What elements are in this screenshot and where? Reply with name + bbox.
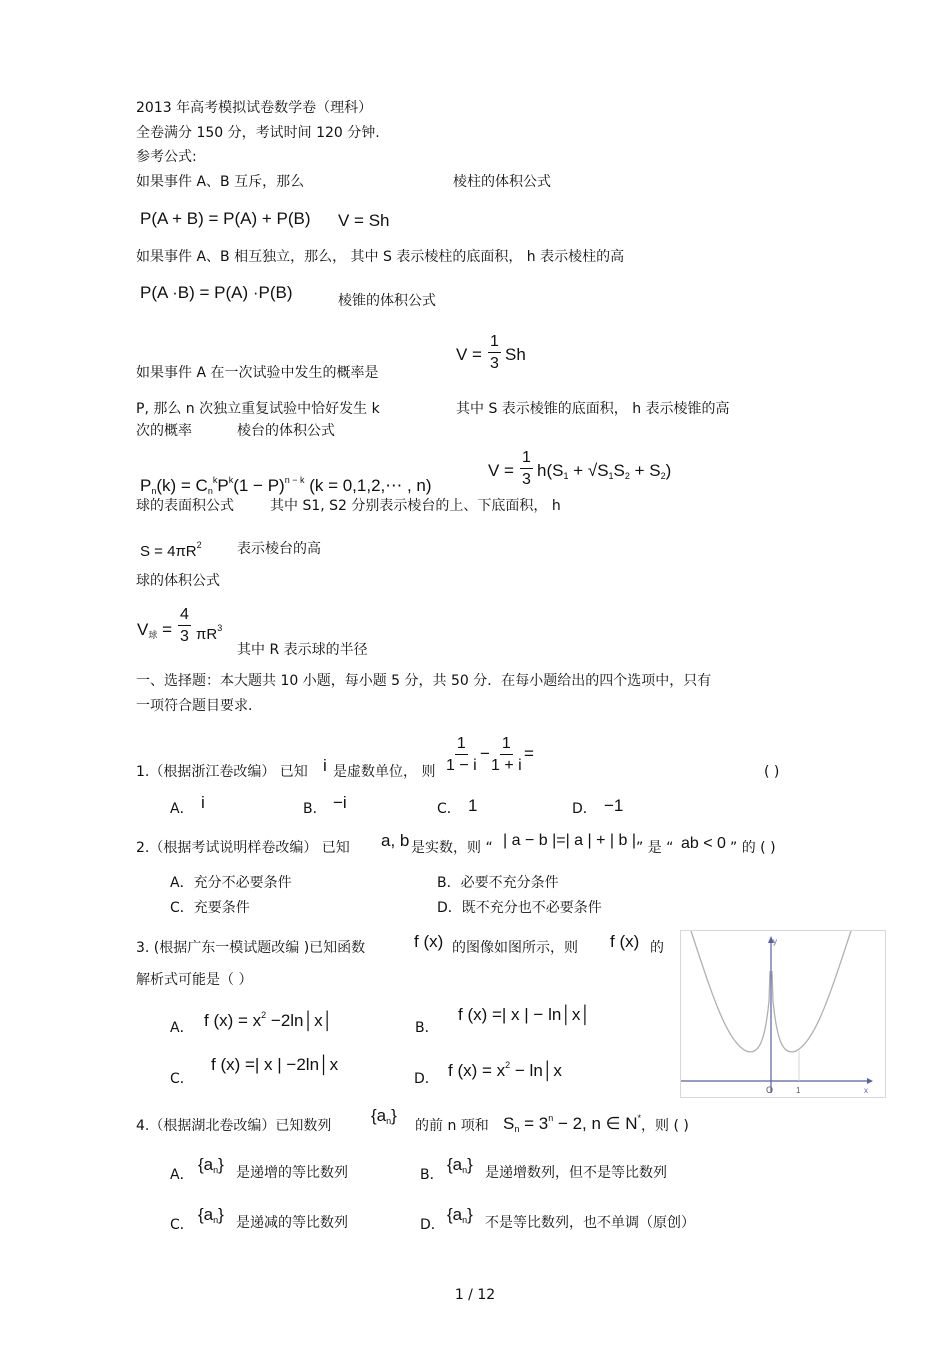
q1-option-c: C． [437,801,461,817]
q3-stem-4: 解析式可能是（ ） [136,972,253,988]
q3-option-b-formula: f (x) =| x | − ln│x│ [458,1005,592,1024]
q4-option-c: C． [170,1217,194,1233]
q4-option-a: A． [170,1167,194,1183]
q1-option-a: A． [170,801,194,817]
formula-text-frustum: 棱台的体积公式 [237,423,335,439]
formula-frustum-v: V = [488,461,514,480]
q1-option-d: D． [572,801,597,817]
tick-label-1: 1 [796,1086,801,1095]
formula-text-independent: 如果事件 A、B 相互独立，那么， 其中 S 表示棱柱的底面积， h 表示棱柱的高 [136,249,625,265]
q1-stem-2: 是虚数单位， 则 [333,764,436,780]
q4-option-b: B． [420,1167,444,1183]
y-label: y [773,937,777,946]
formula-text-prob-times: 次的概率 [136,423,192,439]
formula-sphere-area: $S = 4\pi R^2$ [140,540,202,560]
q4-option-a-text: 是递增的等比数列 [236,1165,348,1181]
formula-text-exclusive: 如果事件 A、B 互斥，那么 [136,174,305,190]
formula-pyramid-fraction: $\frac{1}{3}$ [490,333,499,372]
q4-option-c-an: $\{a_n\}$ [198,1205,224,1225]
q1-i: i [323,756,327,775]
formula-sphere-pir: $\pi R^3$ [196,623,223,643]
q2-mid: ” 是 “ [636,840,674,856]
q4-sn-formula: $S_n = 3^n - 2$, n ∈ N* [503,1113,641,1134]
formula-sphere-v: $V_球$ = [137,620,173,640]
formula-text-radius: 其中 R 表示球的半径 [237,642,368,658]
formula-multiplication: P(A ·B) = P(A) ·P(B) [140,283,293,302]
q4-option-b-text: 是递增数列，但不是等比数列 [485,1165,667,1181]
q1-fraction-1: $\frac{1}{1 - i}$ [446,735,477,774]
formula-prism-volume: V = Sh [338,211,390,230]
q3-stem-3: 的 [650,940,664,956]
q3-option-c-formula: f (x) =| x | −2ln│x [211,1055,339,1074]
q3-fx-2: f (x) [610,932,640,951]
q4-stem-2: 的前 n 项和 [415,1118,489,1134]
q3-option-c: C． [170,1071,194,1087]
q2-condition-2: ab < 0 [681,835,726,852]
formula-binomial: $P_n(k) = C_n^kP^k(1 - P)^{n - k}$ (k = 0,1,2,⋯ , n) [140,475,432,496]
page-number: 1 / 12 [454,1287,496,1303]
formula-addition: P(A + B) = P(A) + P(B) [140,209,311,228]
q4-option-a-an: $\{a_n\}$ [198,1155,224,1175]
q2-stem-2: 是实数，则 “ [411,840,493,856]
formula-text-bernoulli: P, 那么 n 次独立重复试验中恰好发生 k [136,401,380,417]
q4-stem: 4.（根据湖北卷改编）已知数列 [136,1118,332,1134]
q3-option-d-formula: f $(x) = x^2$ − ln│x [448,1060,562,1080]
q1-option-b: B． [303,801,327,817]
q4-paren: ，则 ( ) [641,1118,689,1134]
formula-text-frustum-height: 表示棱台的高 [237,541,321,557]
q1-option-c-value: 1 [468,796,478,815]
formula-pyramid-sh: Sh [505,345,526,364]
q3-option-a-formula: f $(x) = x^2$ −2ln│x│ [204,1010,334,1030]
q3-stem: 3. (根据广东一模试题改编 )已知函数 [136,940,366,956]
ref-formula-heading: 参考公式: [136,149,197,165]
q2-option-c: C．充要条件 [170,900,250,916]
q1-fraction-2: $\frac{1}{1 + i}$ [491,735,522,774]
q1-option-b-value: −i [333,793,347,812]
q4-option-d-an: $\{a_n\}$ [447,1205,473,1225]
exam-info: 全卷满分 150 分，考试时间 120 分钟. [136,125,380,141]
q1-option-d-value: −1 [604,796,624,815]
q3-stem-2: 的图像如图所示，则 [452,940,578,956]
function-graph [680,930,886,1098]
q3-option-a: A． [170,1020,194,1036]
section-heading-2: 一项符合题目要求. [136,698,253,714]
q1-minus: − [480,744,490,763]
q4-an: $\{a_n\}$ [371,1106,397,1126]
q1-paren: ( ) [764,764,780,780]
q4-option-d-text: 不是等比数列，也不单调（原创） [485,1215,695,1231]
formula-text-sphere-volume: 球的体积公式 [136,573,220,589]
formula-text-probability: 如果事件 A 在一次试验中发生的概率是 [136,365,379,381]
q1-stem: 1.（根据浙江卷改编） 已知 [136,764,308,780]
q2-option-d: D．既不充分也不必要条件 [437,900,602,916]
section-heading: 一、选择题：本大题共 10 小题，每小题 5 分，共 50 分．在每小题给出的四个选项中，只有 [136,673,712,689]
function-graph-svg [681,931,885,1097]
formula-text-pyramid-def: 其中 S 表示棱锥的底面积， h 表示棱锥的高 [456,401,730,417]
x-label: x [864,1086,868,1095]
curve-right [772,931,851,1052]
formula-frustum-fraction: $\frac{1}{3}$ [522,449,531,488]
formula-sphere-fraction: $\frac{4}{3}$ [180,606,189,645]
curve-left [691,931,770,1052]
x-axis-arrow [867,1078,873,1084]
exam-title: 2013 年高考模拟试卷数学卷（理科） [136,100,373,116]
q2-option-b: B．必要不充分条件 [437,875,559,891]
formula-text-pyramid: 棱锥的体积公式 [338,293,436,309]
q2-condition-1: | a − b |=| a | + | b | [503,832,637,849]
q3-option-d: D． [414,1071,439,1087]
q4-option-d: D． [420,1217,445,1233]
formula-text-sphere-area: 球的表面积公式 [136,498,234,514]
formula-frustum-body: $h(S_1 + √S_1S_2 + S_2)$ [537,461,672,481]
q2-ab: a, b [381,831,410,850]
formula-text-prism: 棱柱的体积公式 [453,174,551,190]
q1-equals: = [524,744,534,763]
q4-option-c-text: 是递减的等比数列 [236,1215,348,1231]
q4-option-b-an: $\{a_n\}$ [447,1155,473,1175]
origin-label: O [766,1085,774,1095]
formula-text-frustum-def: 其中 S1, S2 分别表示棱台的上、下底面积， h [270,498,561,514]
q2-stem: 2.（根据考试说明样卷改编） 已知 [136,840,350,856]
q3-option-b: B． [415,1020,439,1036]
q2-end: ” 的 ( ) [730,840,776,856]
q1-option-a-value: i [201,793,205,812]
q3-fx: f (x) [414,932,444,951]
formula-pyramid-v: V = [456,345,482,364]
q2-option-a: A．充分不必要条件 [170,875,292,891]
